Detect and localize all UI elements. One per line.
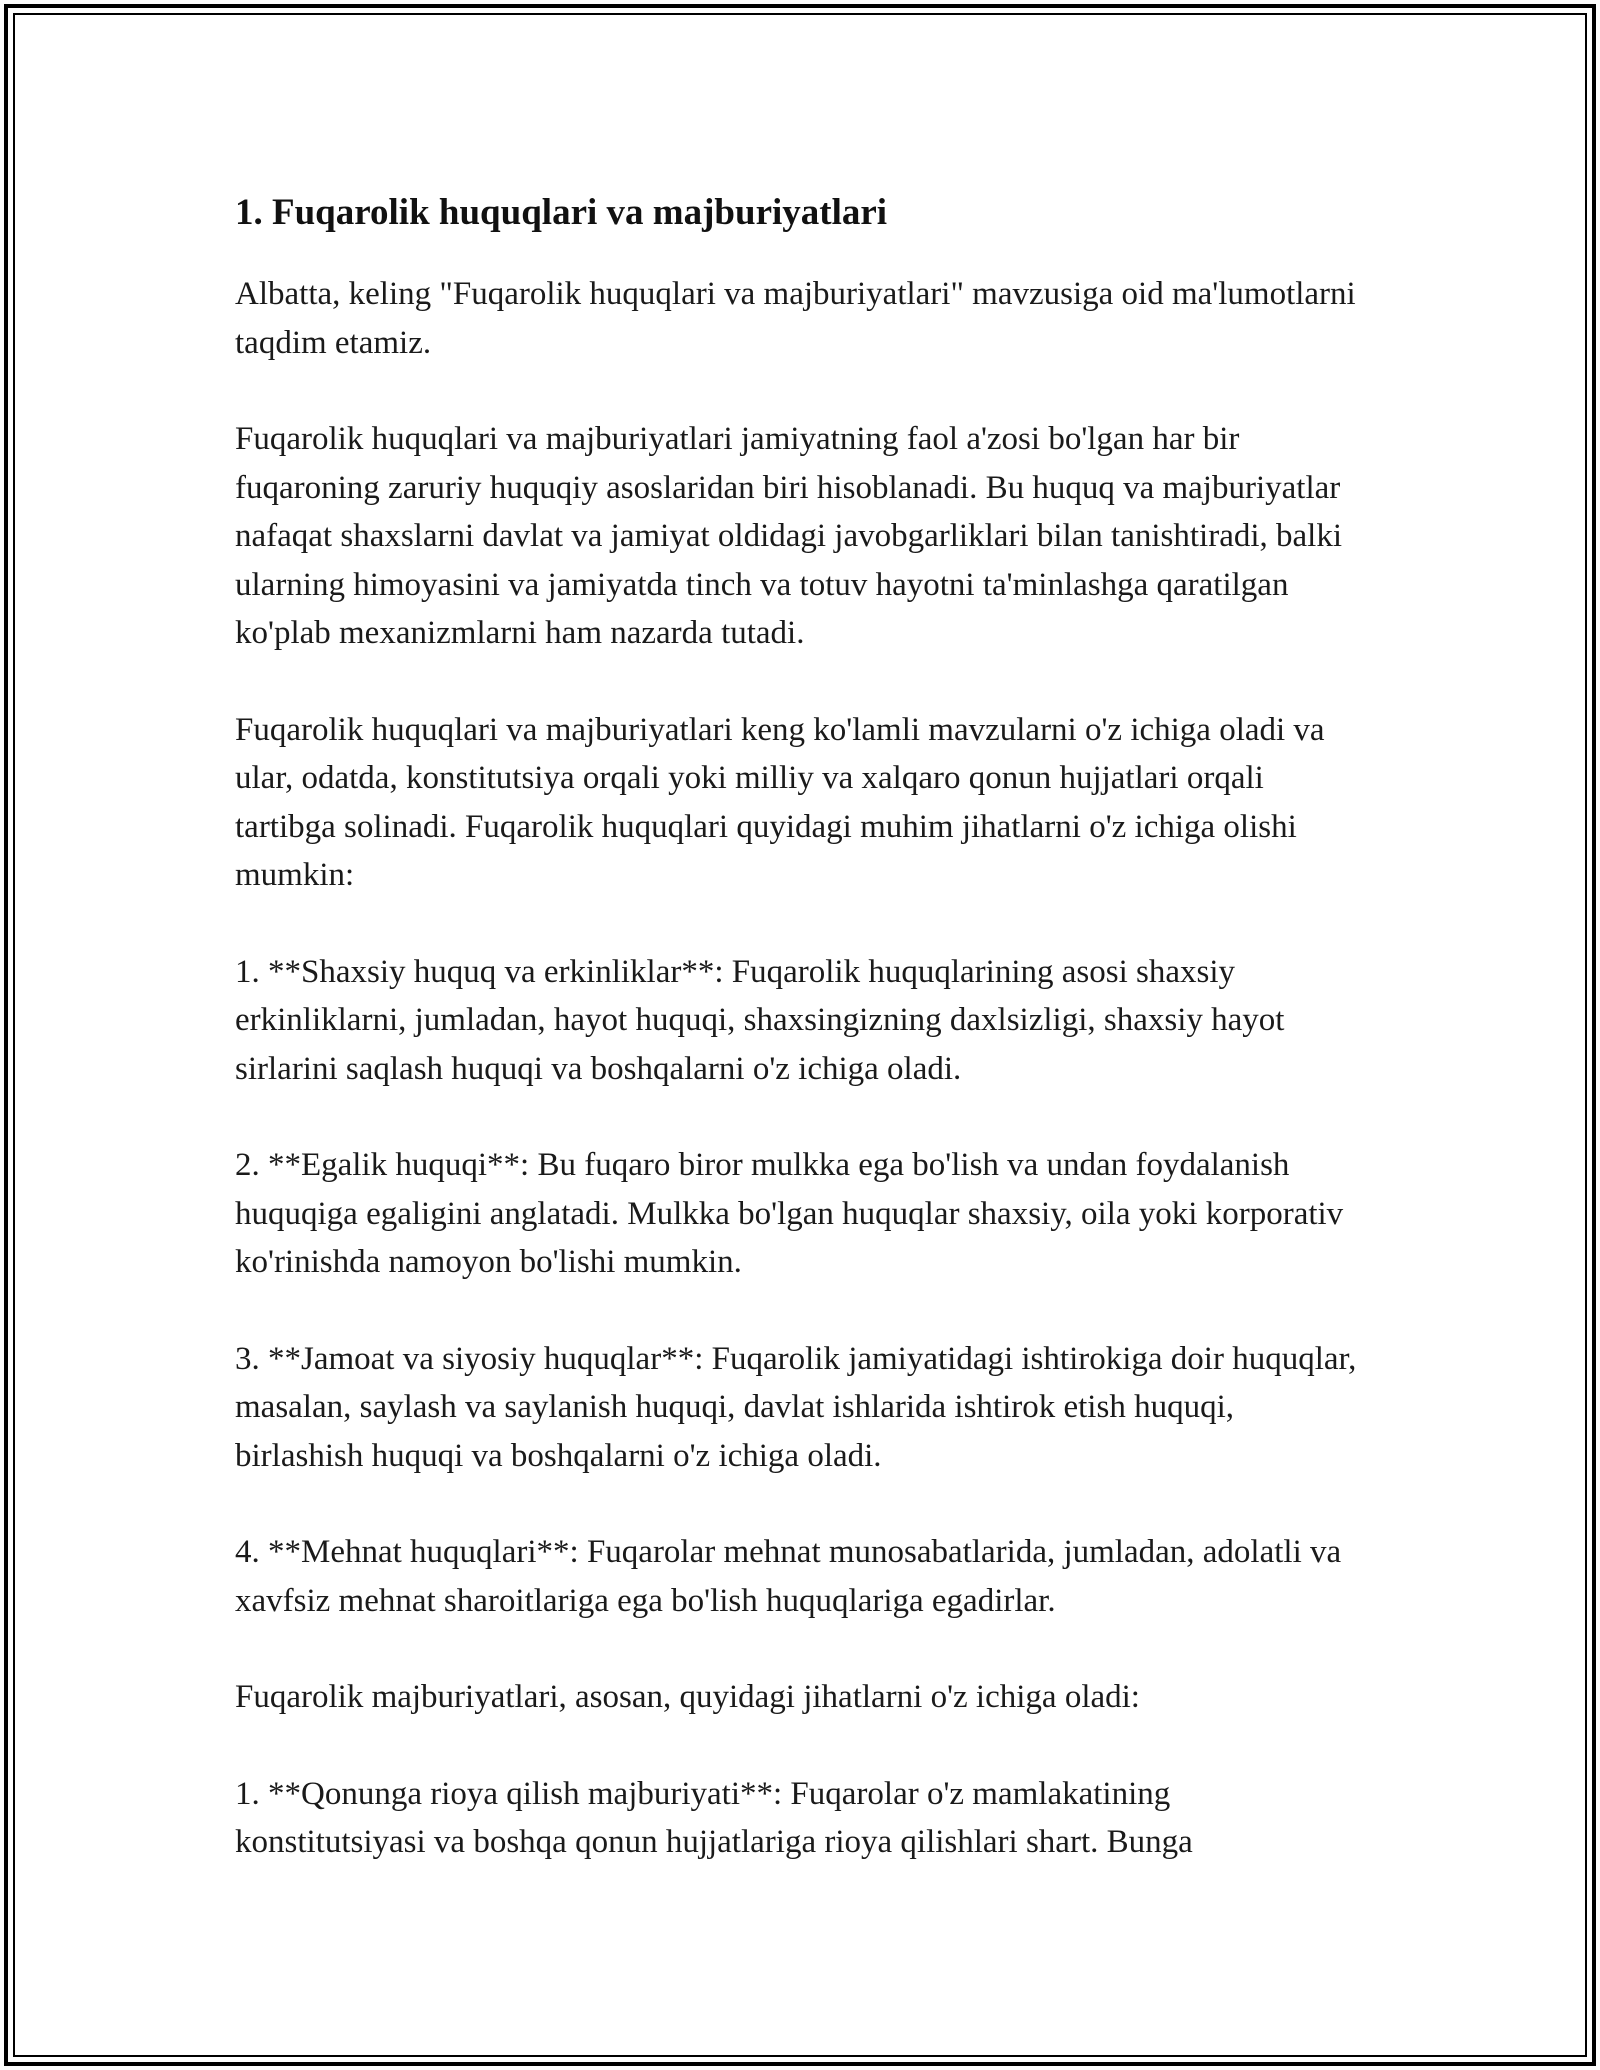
list-item-property-rights: 2. **Egalik huquqi**: Bu fuqaro biror mulkka ega bo'lish va undan foydalanish huquqiga egaligini anglatadi. Mulkka bo'lgan huquqlar shaxsiy, oila yoki korporativ ko'rinishda namoyon bo'lishi mumkin.: [235, 1147, 1344, 1280]
paragraph-duties-intro: Fuqarolik majburiyatlari, asosan, quyidagi jihatlarni o'z ichiga oladi:: [235, 1679, 1140, 1715]
list-item-political-rights: 3. **Jamoat va siyosiy huquqlar**: Fuqarolik jamiyatidagi ishtirokiga doir huquqlar, masalan, saylash va saylanish huquqi, davlat ishlarida ishtirok etish huquqi, birlashish huquqi va boshqalarni o'z ichiga oladi.: [235, 1340, 1357, 1474]
paragraph-overview: Fuqarolik huquqlari va majburiyatlari jamiyatning faol a'zosi bo'lgan har bir fuqaroning zaruriy huquqiy asoslaridan biri hisoblanadi. Bu huquq va majburiyatlar nafaqat shaxslarni davlat va jamiyat oldidagi javobgarliklari bilan tanishtiradi, balki ularning himoyasini va jamiyatda tinch va totuv hayotni ta'minlashga qaratilgan ko'plab mexanizmlarni ham nazarda tutadi.: [235, 421, 1342, 651]
document-body: [235, 186, 1365, 1915]
document-title: 1. Fuqarolik huquqlari va majburiyatlari: [235, 192, 888, 233]
paragraph-scope: Fuqarolik huquqlari va majburiyatlari keng ko'lamli mavzularni o'z ichiga oladi va ular, odatda, konstitutsiya orqali yoki milliy va xalqaro qonun hujjatlari orqali tartibga solinadi. Fuqarolik huquqlari quyidagi muhim jihatlarni o'z ichiga olishi mumkin:: [235, 711, 1325, 893]
list-item-personal-rights: 1. **Shaxsiy huquq va erkinliklar**: Fuqarolik huquqlarining asosi shaxsiy erkinliklarni, jumladan, hayot huquqi, shaxsingizning daxlsizligi, shaxsiy hayot sirlarini saqlash huquqi va boshqalarni o'z ichiga oladi.: [235, 953, 1285, 1087]
list-item-law-compliance: 1. **Qonunga rioya qilish majburiyati**: Fuqarolar o'z mamlakatining konstitutsiyasi va boshqa qonun hujjatlariga rioya qilishlari shart. Bunga: [235, 1775, 1193, 1860]
list-item-labor-rights: 4. **Mehnat huquqlari**: Fuqarolar mehnat munosabatlarida, jumladan, adolatli va xavfsiz mehnat sharoitlariga ega bo'lish huquqlariga egadirlar.: [235, 1534, 1342, 1619]
paragraph-intro: Albatta, keling "Fuqarolik huquqlari va majburiyatlari" mavzusiga oid ma'lumotlarni taqdim etamiz.: [235, 276, 1356, 361]
